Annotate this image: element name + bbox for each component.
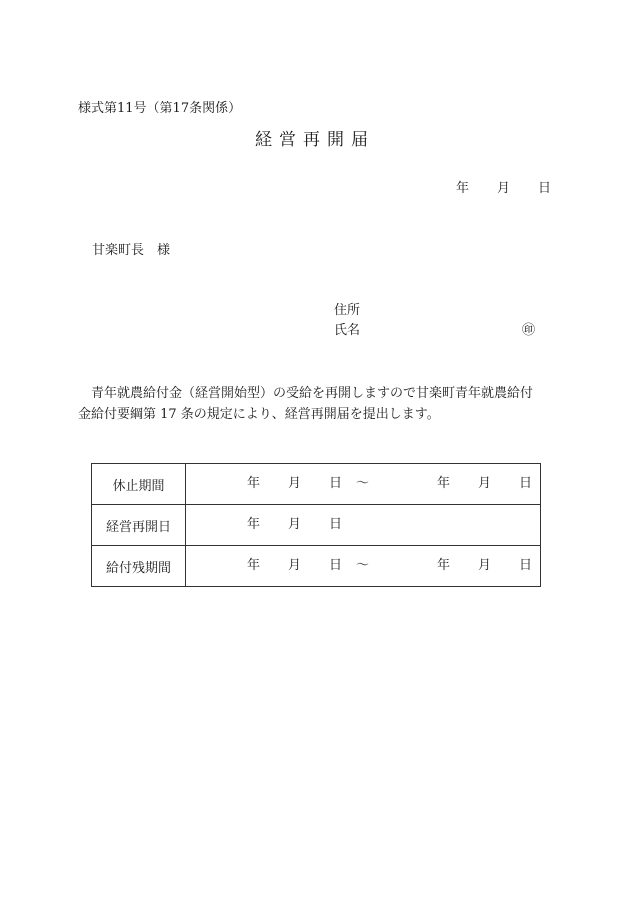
table-row-suspension-period — [92, 464, 541, 505]
date-month-label: 月 — [497, 181, 511, 196]
table-row-remaining-period — [92, 546, 541, 587]
body-text — [78, 383, 552, 425]
start-day-label: 日 — [329, 558, 343, 573]
row-label-remaining-period: 給付残期間 — [92, 546, 186, 587]
period-table — [91, 463, 541, 587]
resume-day-label: 日 — [329, 517, 343, 532]
start-year-label: 年 — [247, 558, 261, 573]
table-row-resumption-date — [92, 505, 541, 546]
end-month-label: 月 — [478, 476, 492, 491]
start-day-label: 日 — [329, 476, 343, 491]
recipient: 甘楽町長 様 — [92, 243, 171, 258]
start-month-label: 月 — [288, 476, 302, 491]
date-day-label: 日 — [538, 181, 552, 196]
end-year-label: 年 — [437, 558, 451, 573]
resume-year-label: 年 — [247, 517, 261, 532]
resumption-date-value — [186, 505, 541, 546]
address-label: 住所 — [334, 303, 361, 318]
range-tilde: 〜 — [356, 558, 370, 573]
end-month-label: 月 — [478, 558, 492, 573]
body-line-1: 青年就農給付金（経営開始型）の受給を再開しますので甘楽町青年就農給付 — [91, 386, 534, 401]
name-label: 氏名 — [334, 323, 361, 338]
row-label-suspension-period: 休止期間 — [92, 464, 186, 505]
resume-month-label: 月 — [288, 517, 302, 532]
row-label-resumption-date: 経営再開日 — [92, 505, 186, 546]
end-day-label: 日 — [519, 476, 533, 491]
suspension-period-value — [186, 464, 541, 505]
form-number: 様式第11号（第17条関係） — [78, 101, 242, 116]
start-year-label: 年 — [247, 476, 261, 491]
remaining-period-value — [186, 546, 541, 587]
date-year-label: 年 — [456, 181, 470, 196]
end-year-label: 年 — [437, 476, 451, 491]
range-tilde: 〜 — [356, 476, 370, 491]
body-line-2: 金給付要綱第 17 条の規定により、経営再開届を提出します。 — [78, 407, 440, 422]
end-day-label: 日 — [519, 558, 533, 573]
start-month-label: 月 — [288, 558, 302, 573]
document-title: 経営再開届 — [255, 130, 375, 150]
seal-mark: ㊞ — [522, 323, 536, 338]
